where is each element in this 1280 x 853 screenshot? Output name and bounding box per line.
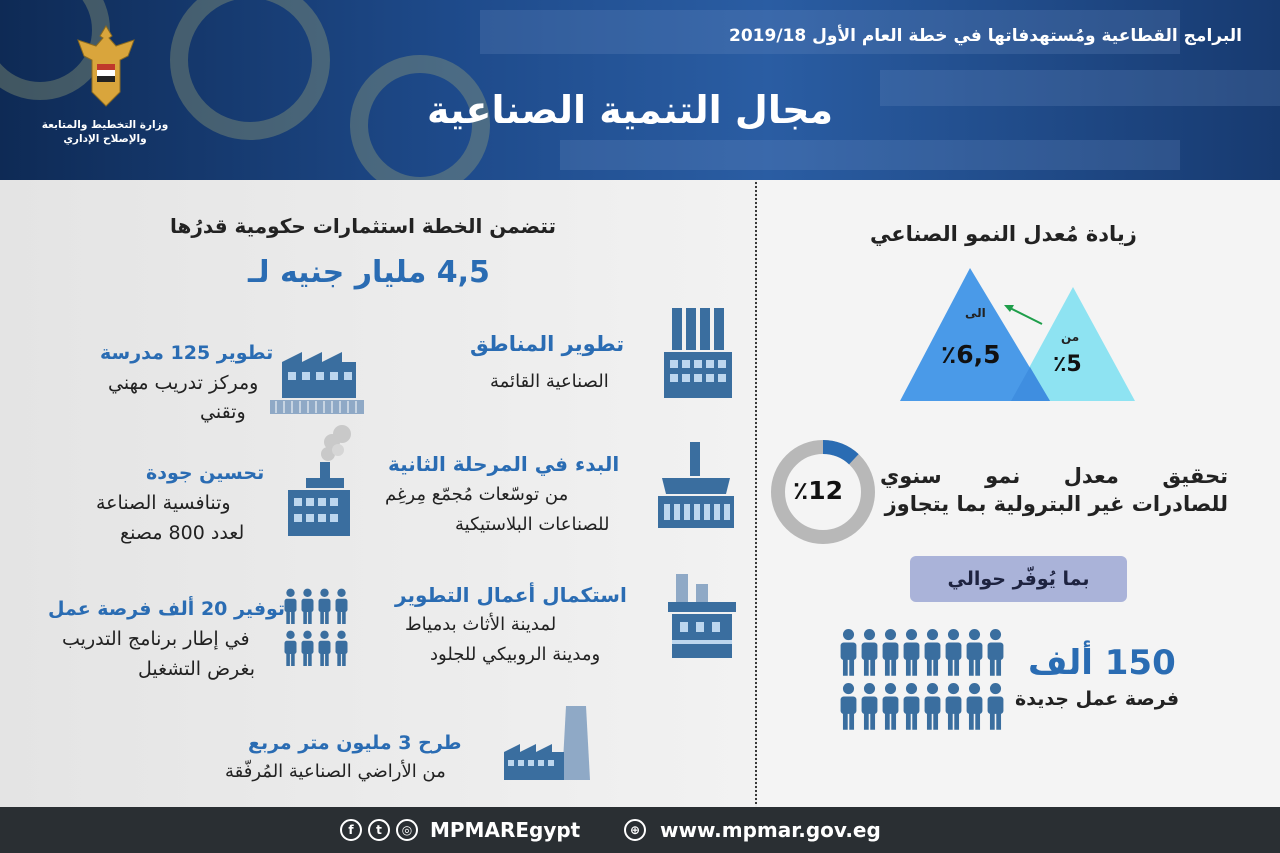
zones-title: تطوير المناطق bbox=[470, 332, 625, 356]
trainees-icon-group bbox=[282, 588, 352, 672]
jobs-label: فرصة عمل جديدة bbox=[1015, 688, 1180, 710]
quality-desc1: وتنافسية الصناعة bbox=[96, 492, 231, 514]
schools-desc2: وتقني bbox=[200, 401, 246, 423]
factory-icon bbox=[268, 344, 364, 414]
investment-amount: 4,5 مليار جنيه لـ bbox=[248, 255, 490, 290]
land-title: طرح 3 مليون متر مربع bbox=[248, 732, 462, 754]
plastic-desc1: من توسّعات مُجمّع مِرغِم bbox=[385, 484, 569, 505]
exports-line1: تحقيق معدل نمو سنوي bbox=[880, 464, 1228, 488]
jobs-number: 150 ألف bbox=[1028, 643, 1176, 683]
exports-line2: للصادرات غير البترولية بما يتجاوز bbox=[884, 492, 1228, 516]
zones-desc: الصناعية القائمة bbox=[490, 371, 609, 392]
eagle-emblem-icon bbox=[76, 22, 136, 108]
workers-icon-group bbox=[838, 628, 1006, 736]
training-title: توفير 20 ألف فرصة عمل bbox=[48, 598, 286, 620]
exports-percent: ٪12 bbox=[793, 476, 844, 505]
quality-title: تحسين جودة bbox=[146, 462, 265, 484]
header-subtitle: البرامج القطاعية ومُستهدفاتها في خطة العام الأول 2019/18 bbox=[729, 26, 1242, 46]
page-title: مجال التنمية الصناعية bbox=[427, 88, 833, 132]
twitter-icon[interactable]: t bbox=[368, 819, 390, 841]
smoking-factory-icon bbox=[284, 424, 354, 538]
investment-intro: تتضمن الخطة استثمارات حكومية قدرُها bbox=[170, 214, 557, 238]
furniture-desc2: ومدينة الروبيكي للجلود bbox=[430, 644, 601, 665]
ministry-name bbox=[30, 118, 180, 146]
increase-arrow-icon bbox=[1008, 307, 1042, 324]
land-desc: من الأراضي الصناعية المُرفّقة bbox=[225, 761, 446, 782]
plastic-title: البدء في المرحلة الثانية bbox=[388, 452, 620, 476]
to-value: ٪6,5 bbox=[941, 340, 1001, 369]
quality-desc2: لعدد 800 مصنع bbox=[120, 522, 245, 544]
schools-title: تطوير 125 مدرسة bbox=[100, 342, 274, 364]
facebook-icon[interactable]: f bbox=[340, 819, 362, 841]
refinery-icon bbox=[656, 442, 736, 528]
growth-title: زيادة مُعدل النمو الصناعي bbox=[870, 222, 1137, 246]
furniture-title: استكمال أعمال التطوير bbox=[395, 583, 627, 607]
ministry-line: والإصلاح الإداري bbox=[63, 133, 147, 145]
instagram-icon[interactable]: ◎ bbox=[396, 819, 418, 841]
training-desc1: في إطار برنامج التدريب bbox=[62, 628, 250, 650]
pipe-decoration bbox=[560, 140, 1180, 170]
schools-desc1: ومركز تدريب مهني bbox=[108, 372, 259, 394]
jobs-pill: بما يُوفّر حوالي bbox=[910, 556, 1127, 602]
plastic-desc2: للصناعات البلاستيكية bbox=[455, 514, 610, 535]
from-value: ٪5 bbox=[1053, 352, 1082, 377]
industrial-land-icon bbox=[500, 706, 600, 780]
training-desc2: بغرض التشغيل bbox=[138, 658, 255, 680]
ministry-line: وزارة التخطيط والمتابعة bbox=[41, 119, 169, 131]
industrial-zone-icon bbox=[664, 308, 732, 398]
furniture-desc1: لمدينة الأثاث بدمياط bbox=[405, 614, 557, 635]
website-link[interactable]: www.mpmar.gov.eg bbox=[660, 818, 881, 842]
growth-triangles-chart bbox=[895, 265, 1140, 405]
warehouse-icon bbox=[666, 574, 738, 658]
panel-divider bbox=[755, 182, 757, 804]
to-label: الى bbox=[965, 306, 986, 320]
globe-icon: ⊕ bbox=[624, 819, 646, 841]
header-banner bbox=[0, 0, 1280, 180]
from-label: من bbox=[1061, 330, 1080, 344]
social-handle[interactable]: MPMAREgypt bbox=[430, 818, 581, 842]
footer-bar bbox=[0, 807, 1280, 853]
